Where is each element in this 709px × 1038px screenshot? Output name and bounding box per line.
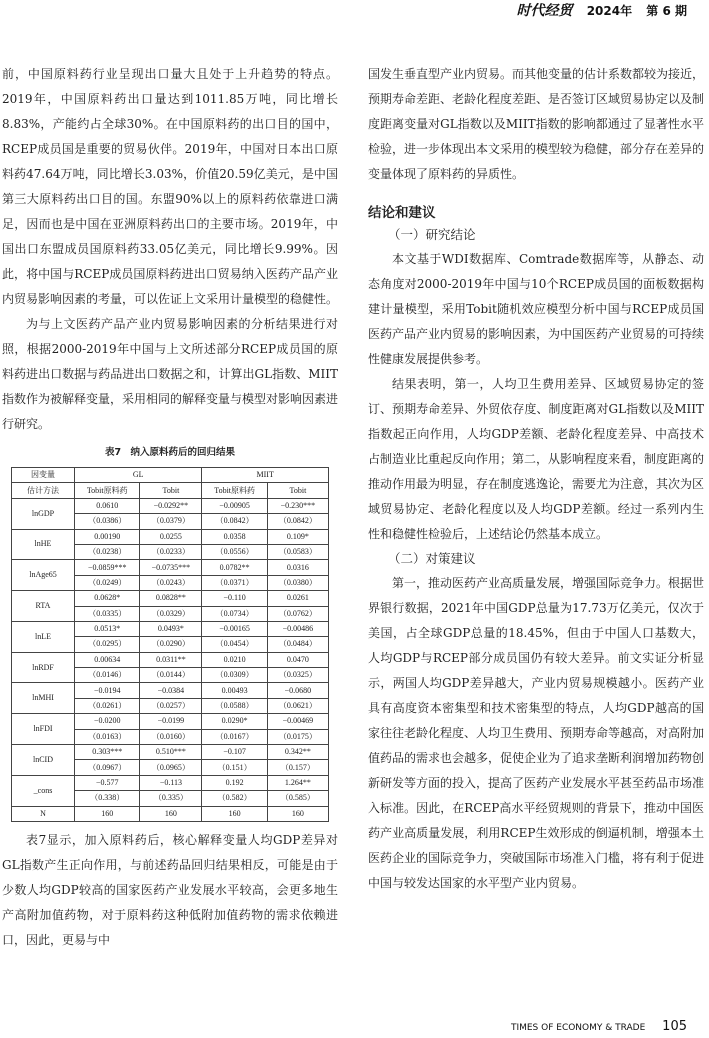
coef-cell: 0.0628* [75,591,140,606]
paragraph: 第一，推动医药产业高质量发展，增强国际竞争力。根据世界银行数据，2021年中国GDP总量为17.73万亿美元，仅次于美国，占全球GDP总量的18.45%，但由于中国人口基数大，人均GDP与RCEP部分成员国仍有较大差异。前文实证分析显示，两国人均GDP差异越大，产业内贸易规模越小。医药产业具有高度资本密集型和技术密集型的特点，人均GDP越高的国家往往老龄化程度、人均卫生费用、预期寿命等越高，对高附加值药品的需求也会越多，促使企业为了追求垄断利润增加药物创新研发等方面的投入，提高了医药产业发展水平甚至药品市场准入标准。因此，在RCEP高水平经贸规则的背景下，推动中国医药产业高质量发展，利用RCEP生效形成的倒逼机制，增强本土医药企业的国际竞争力，突破国际市场准入门槛，将有利于促进中国与较发达国家的水平型产业内贸易。 [368,576,705,890]
table-row [12,683,329,698]
paragraph: 本文基于WDI数据库、Comtrade数据库等，从静态、动态角度对2000-2019年中国与10个RCEP成员国的面板数据构建计量模型，采用Tobit随机效应模型分析中国与RCEP成员国医药产品产业内贸易的影响因素，为中国医药产业贸易的可持续性健康发展提供参考。 [368,252,705,366]
footer-label: TIMES OF ECONOMY & TRADE [510,1023,646,1033]
se-cell: （0.0556） [202,544,267,559]
coef-cell: −0.0859*** [75,560,140,575]
coef-cell: 0.0513* [75,621,140,636]
method-cell: Tobit原料药 [202,483,267,498]
table-row [12,621,329,636]
coef-cell: −0.0384 [140,683,202,698]
se-cell: （0.0335） [75,606,140,621]
table-title: 表7 纳入原料药后的回归结果 [104,447,236,458]
se-cell: （0.0243） [140,575,202,590]
coef-cell: −0.113 [140,775,202,790]
coef-cell: 0.00190 [75,529,140,544]
variable-name-cell: lnHE [12,529,75,560]
coef-cell: 0.0493* [140,621,202,636]
se-cell: （0.0233） [140,544,202,559]
header-cell: GL [75,468,202,483]
se-cell: （0.0290） [140,637,202,652]
paragraph: 为与上文医药产品产业内贸易影响因素的分析结果进行对照，根据2000-2019年中国与上文所述部分RCEP成员国的原料药进出口数据与药品进出口数据之和，计算出GL指数、MIIT指数作为被解释变量，采用相同的解释变量与模型对影响因素进行研究。 [2,317,339,431]
n-cell: 160 [267,806,328,821]
se-cell: （0.0261） [75,698,140,713]
se-cell: （0.0454） [202,637,267,652]
n-cell: 160 [202,806,267,821]
variable-name-cell: lnGDP [12,498,75,529]
coef-cell: 0.0358 [202,529,267,544]
paragraph: 结果表明，第一，人均卫生费用差异、区域贸易协定的签订、预期寿命差异、外贸依存度、制度距离对GL指数以及MIIT指数起正向作用，人均GDP差额、老龄化程度差异、中高技术占制造业比重起反向作用；第二，从影响程度来看，制度距离的推动作用最为明显，存在制度逃逸论，需要尤为注意，其次为区域贸易协定、老龄化程度以及人均GDP差额。经过一系列内生性和稳健性检验后，上述结论仍然基本成立。 [368,377,705,541]
se-cell: （0.0380） [267,575,328,590]
coef-cell: 0.0828** [140,591,202,606]
coef-cell: 0.510*** [140,745,202,760]
se-cell: （0.0160） [140,729,202,744]
coef-cell: 0.0316 [267,560,328,575]
section-title: 结论和建议 [368,205,436,221]
se-cell: （0.585） [267,791,328,806]
variable-name-cell: lnFDI [12,714,75,745]
header-cell: MIIT [202,468,329,483]
table-row [12,591,329,606]
coef-cell: −0.577 [75,775,140,790]
subsection-title: （一）研究结论 [388,227,476,242]
journal-name: 时代经贸 [516,3,573,19]
variable-name-cell: N [12,806,75,821]
coef-cell: −0.0292** [140,498,202,513]
coef-cell: −0.0735*** [140,560,202,575]
coef-cell: −0.00469 [267,714,328,729]
se-cell: （0.0967） [75,760,140,775]
se-cell: （0.0762） [267,606,328,621]
se-cell: （0.0371） [202,575,267,590]
se-cell: （0.0249） [75,575,140,590]
table-header-row [12,468,329,483]
paragraph: 表7显示，加入原料药后，核心解释变量人均GDP差异对GL指数产生正向作用，与前述药品回归结果相反，可能是由于少数人均GDP较高的国家医药产业发展水平较高，会更多地生产高附加值药物，对于原料药这种低附加值药物的需求依赖进口，因此，更易与中 [2,832,338,947]
variable-name-cell: lnLE [12,621,75,652]
coef-cell: −0.00486 [267,621,328,636]
table-row [12,714,329,729]
table-row [12,560,329,575]
coef-cell: 0.342** [267,745,328,760]
variable-name-cell: RTA [12,591,75,622]
method-cell: Tobit [140,483,202,498]
coef-cell: −0.0680 [267,683,328,698]
se-cell: （0.0163） [75,729,140,744]
se-cell: （0.0379） [140,514,202,529]
coef-cell: −0.0200 [75,714,140,729]
se-cell: （0.0588） [202,698,267,713]
table-row [12,529,329,544]
variable-name-cell: _cons [12,775,75,806]
right-column [368,62,704,896]
coef-cell: −0.107 [202,745,267,760]
page-number: 105 [662,1019,687,1034]
se-cell: （0.0484） [267,637,328,652]
table-method-row [12,483,329,498]
se-cell: （0.335） [140,791,202,806]
se-cell: （0.0329） [140,606,202,621]
se-cell: （0.0146） [75,668,140,683]
coef-cell: 0.109* [267,529,328,544]
se-cell: （0.0325） [267,668,328,683]
coef-cell: 1.264** [267,775,328,790]
coef-cell: −0.110 [202,591,267,606]
se-cell: （0.0965） [140,760,202,775]
n-cell: 160 [75,806,140,821]
coef-cell: 0.0470 [267,652,328,667]
method-cell: Tobit [267,483,328,498]
running-header [507,0,688,22]
paragraph: 国发生垂直型产业内贸易。而其他变量的估计系数都较为接近，预期寿命差距、老龄化程度差距、是否签订区域贸易协定以及制度距离变量对GL指数以及MIIT指数的影响都通过了显著性水平检验，进一步体现出本文采用的模型较为稳健，部分存在差异的变量体现了原料药的异质性。 [368,67,705,181]
se-cell: （0.0309） [202,668,267,683]
variable-name-cell: lnMHI [12,683,75,714]
coef-cell: 0.00634 [75,652,140,667]
se-cell: （0.582） [202,791,267,806]
coef-cell: 0.303*** [75,745,140,760]
variable-name-cell: lnAge65 [12,560,75,591]
coef-cell: 0.0290* [202,714,267,729]
table-row [12,806,329,821]
regression-table [11,467,329,822]
table-row [12,652,329,667]
coef-cell: 0.0782** [202,560,267,575]
coef-cell: −0.00905 [202,498,267,513]
page-footer [511,1019,687,1034]
n-cell: 160 [140,806,202,821]
left-column [2,62,338,953]
coef-cell: −0.0199 [140,714,202,729]
se-cell: （0.0842） [202,514,267,529]
variable-name-cell: lnRDF [12,652,75,683]
se-cell: （0.0295） [75,637,140,652]
coef-cell: −0.0194 [75,683,140,698]
coef-cell: 0.0255 [140,529,202,544]
header-cell: 因变量 [12,468,75,483]
paragraph: 前，中国原料药行业呈现出口量大且处于上升趋势的特点。2019年，中国原料药出口量达到1011.85万吨，同比增长8.83%，产能约占全球30%。在中国原料药的出口目的国中，RCEP成员国是重要的贸易伙伴。2019年，中国对日本出口原料药47.64万吨，同比增长3.03%，价值20.59亿美元，是中国第三大原料药出口目的国。东盟90%以上的原料药依靠进口满足，因而也是中国在亚洲原料药出口的主要市场。2019年，中国出口东盟成员国原料药33.05亿美元，同比增长9.99%。因此，将中国与RCEP成员国原料药进出口贸易纳入医药产品产业内贸易影响因素的考量，可以佐证上文采用计量模型的稳健性。 [2,67,339,306]
variable-name-cell: lnCID [12,745,75,776]
se-cell: （0.0842） [267,514,328,529]
se-cell: （0.0175） [267,729,328,744]
coef-cell: 0.0261 [267,591,328,606]
coef-cell: 0.192 [202,775,267,790]
header-cell: 估计方法 [12,483,75,498]
se-cell: （0.0583） [267,544,328,559]
se-cell: （0.0144） [140,668,202,683]
se-cell: （0.0238） [75,544,140,559]
se-cell: （0.338） [75,791,140,806]
coef-cell: 0.00493 [202,683,267,698]
coef-cell: −0.230*** [267,498,328,513]
coef-cell: 0.0311** [140,652,202,667]
table-row [12,775,329,790]
se-cell: （0.0257） [140,698,202,713]
table-row [12,498,329,513]
se-cell: （0.0167） [202,729,267,744]
journal-year: 2024年 [586,4,633,18]
coef-cell: 0.0610 [75,498,140,513]
method-cell: Tobit原料药 [75,483,140,498]
se-cell: （0.0386） [75,514,140,529]
se-cell: （0.157） [267,760,328,775]
table-row [12,745,329,760]
coef-cell: 0.0210 [202,652,267,667]
coef-cell: −0.00165 [202,621,267,636]
journal-issue: 第 6 期 [646,4,687,18]
se-cell: （0.0734） [202,606,267,621]
se-cell: （0.0621） [267,698,328,713]
subsection-title: （二）对策建议 [388,551,476,566]
se-cell: （0.151） [202,760,267,775]
